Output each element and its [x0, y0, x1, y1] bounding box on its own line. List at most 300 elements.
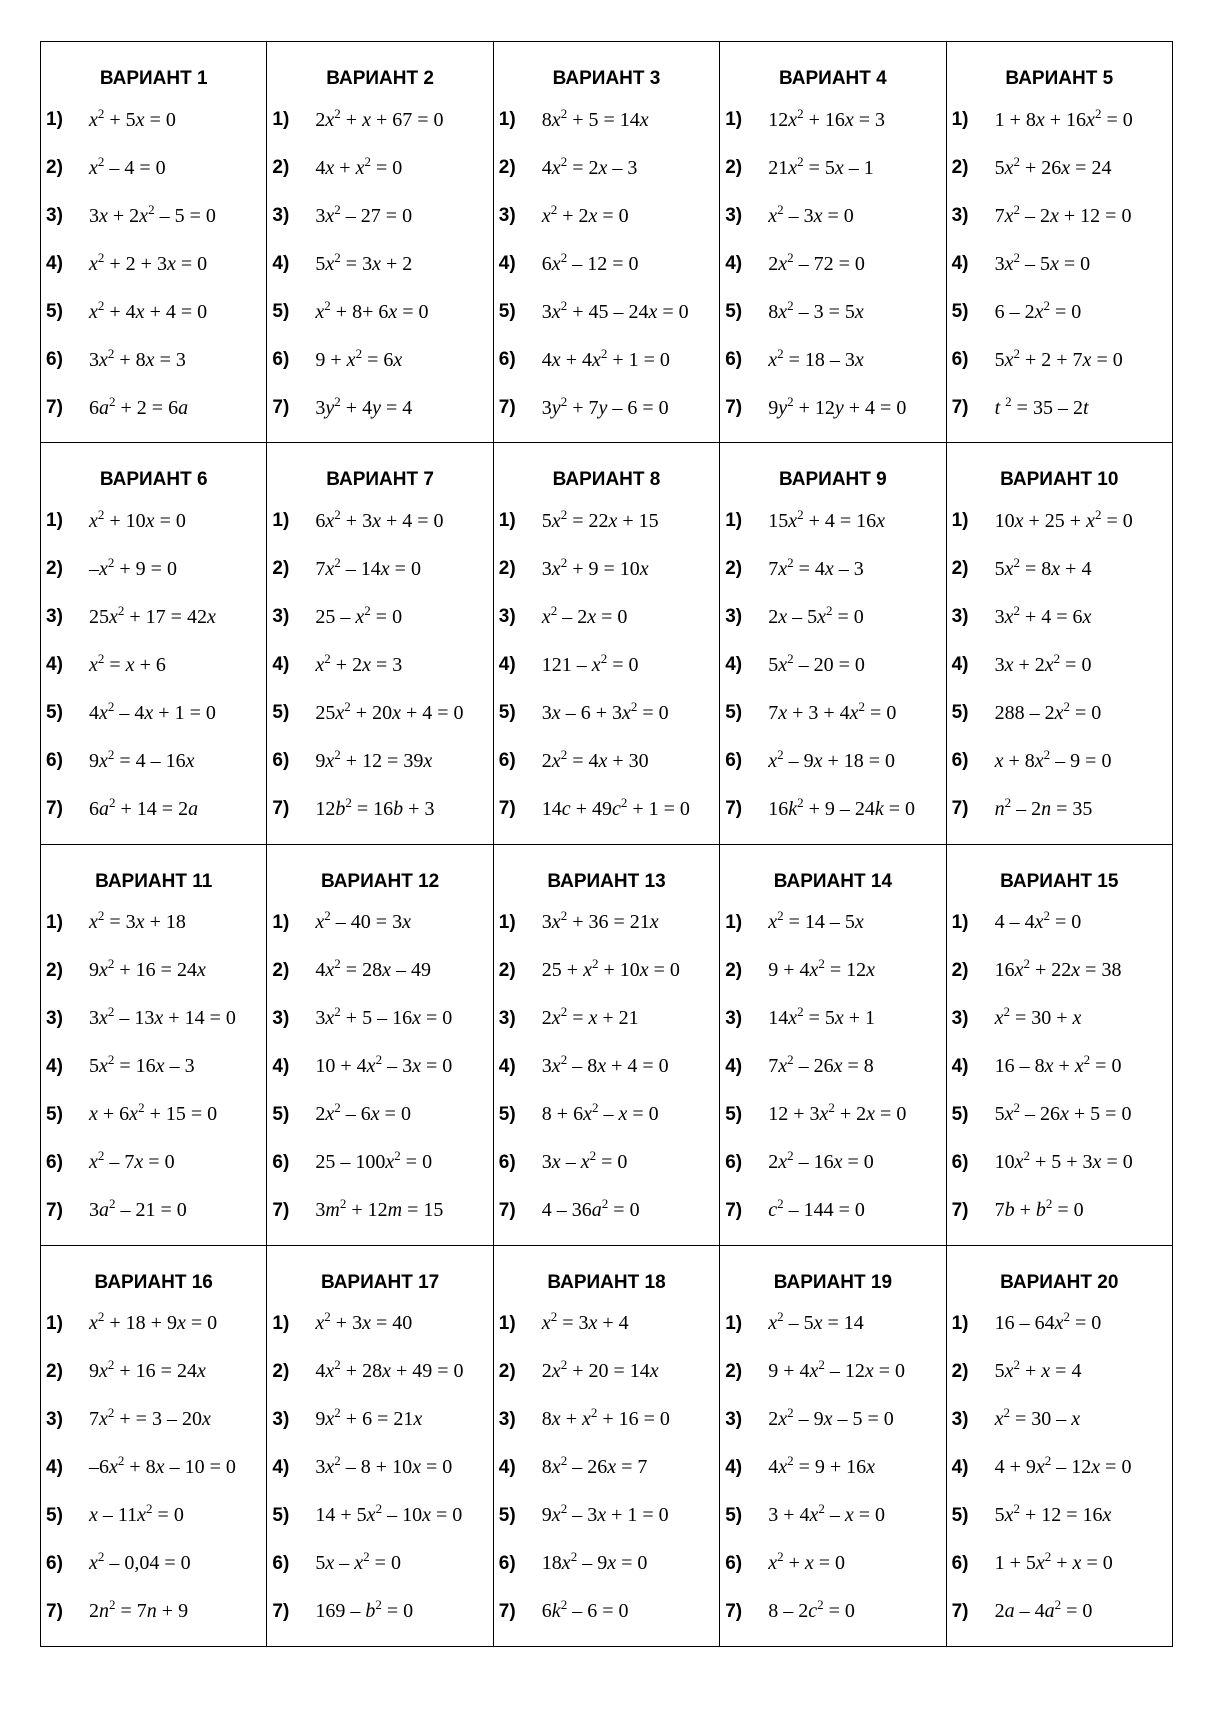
equation-row: [947, 1187, 1172, 1235]
equation-number: 1): [272, 510, 290, 532]
equation-number: 1): [46, 911, 63, 933]
equation: $9x^2 + 16 = 24x$: [89, 1357, 206, 1383]
equation-row: [720, 1492, 945, 1540]
variant-title: ВАРИАНТ 2: [326, 68, 434, 89]
equation-number: 2): [951, 1360, 969, 1382]
equation-number: 5): [272, 1504, 290, 1526]
equation-number: 4): [498, 654, 516, 676]
equation-number: 6): [46, 750, 63, 772]
equation-number: 2): [46, 157, 63, 178]
equation-number: 7): [951, 1199, 969, 1221]
equation-number: 1): [951, 510, 969, 532]
equation: $x^2 - 0,04 = 0$: [89, 1549, 191, 1575]
equation-number: 6): [498, 750, 516, 772]
equation-number: 7): [951, 798, 969, 820]
equation-number: 1): [725, 510, 743, 532]
equation: $-x^2 + 9 = 0$: [89, 554, 177, 580]
equation-row: [494, 785, 719, 833]
equation-number: 6): [272, 1151, 290, 1173]
equation-number: 7): [498, 798, 516, 820]
equation: $3m^2 + 12m = 15$: [315, 1196, 444, 1221]
equation-row: [947, 947, 1172, 995]
equation-number: 2): [951, 558, 969, 580]
equation: $9 + 4x^2 = 12x$: [768, 956, 876, 981]
equation-number: 3): [951, 606, 969, 628]
equation: $2x^2 - 72 = 0$: [768, 249, 865, 275]
equation-number: 4): [951, 1055, 969, 1077]
equation-row: [947, 288, 1172, 336]
equation-row: [267, 995, 492, 1043]
equation-number: 4): [46, 654, 63, 676]
equation: $5x^2 - 26x + 5 = 0$: [994, 1100, 1132, 1125]
equation: $3x^2 + 36 = 21x$: [541, 908, 659, 933]
equation-row: [947, 144, 1172, 192]
equation-number: 4): [725, 253, 743, 274]
equation-row: [267, 593, 492, 641]
equation-number: 3): [498, 1408, 516, 1430]
equation: $x^2 + 2x = 3$: [315, 650, 403, 676]
equation: $5x^2 - 20 = 0$: [768, 650, 865, 676]
equation-row: [267, 144, 492, 192]
equation: $16x^2 + 22x = 38$: [994, 956, 1122, 981]
equation: $288 - 2x^2 = 0$: [994, 698, 1102, 724]
equation-row: [947, 737, 1172, 785]
equation-number: 7): [498, 1199, 516, 1221]
equation-row: [267, 785, 492, 833]
equation-number: 4): [725, 1456, 743, 1478]
variant-title: ВАРИАНТ 4: [779, 68, 887, 89]
equation-number: 6): [951, 1151, 969, 1173]
variant-cell: [267, 845, 493, 1246]
variants-table: [40, 41, 1173, 1647]
equation-number: 6): [272, 750, 290, 772]
equation-number: 2): [46, 558, 63, 580]
equation-number: 7): [951, 1600, 969, 1622]
equation-row: [947, 1588, 1172, 1636]
equation-row: [494, 641, 719, 689]
equation-row: [41, 689, 266, 737]
equation-row: [494, 1396, 719, 1444]
variant-title: ВАРИАНТ 1: [99, 68, 208, 89]
equation-number: 2): [725, 1360, 743, 1382]
equation: $6a^2 + 14 = 2a$: [89, 794, 199, 820]
equation-row: [494, 497, 719, 545]
equation: $5x^2 + 12 = 16x$: [994, 1501, 1112, 1527]
equation: t $^2$ = 35 – 2t: [994, 393, 1089, 419]
equation: $x^2 = 3x + 4$: [541, 1309, 629, 1335]
equation-number: 4): [725, 654, 743, 676]
equation: $21x^2 = 5x - 1$: [768, 153, 874, 179]
equation: $6x^2 - 12 = 0$: [541, 249, 639, 275]
equation: $5x^2 + 26x = 24$: [994, 153, 1112, 179]
equation-number: 5): [46, 702, 63, 724]
equation-row: [720, 1091, 945, 1139]
equation: $x^2 + 8+ 6x = 0$: [315, 297, 429, 323]
equation-row: [494, 1588, 719, 1636]
equation: $25x^2 + 20x + 4 = 0$: [315, 698, 464, 724]
equation: $4x^2 - 4x + 1 = 0$: [89, 698, 216, 724]
equation: $16k^2 + 9 - 24k = 0$: [768, 794, 916, 820]
equation-number: 3): [725, 606, 743, 628]
equation-number: 3): [272, 606, 290, 628]
equation-number: 6): [272, 349, 290, 370]
equation-row: [947, 545, 1172, 593]
equation-row: [720, 288, 945, 336]
equation-number: 4): [46, 1055, 63, 1077]
equation-number: 5): [498, 702, 516, 724]
equation: $x^2 = 14 - 5x$: [768, 908, 864, 933]
equation-row: [947, 336, 1172, 384]
equation-row: [720, 1540, 945, 1588]
equation: $2x^2 - 16x = 0$: [768, 1148, 874, 1173]
variant-cell: [267, 42, 493, 443]
equation-number: 3): [46, 1007, 63, 1029]
equation: $2x^2 = x + 21$: [541, 1004, 639, 1029]
equation-number: 3): [725, 1007, 743, 1029]
equation: $3 + 4x^2 - x = 0$: [768, 1501, 886, 1527]
equation: $16 - 8x + x^2 = 0$: [994, 1052, 1122, 1077]
equation-row: [267, 1139, 492, 1187]
equation-number: 5): [46, 301, 63, 322]
equation-number: 7): [46, 397, 63, 418]
equation-row: [41, 737, 266, 785]
equation-number: 3): [272, 1007, 290, 1029]
equation-number: 2): [951, 959, 969, 981]
equation-row: [41, 1043, 266, 1091]
equation-row: [41, 144, 266, 192]
equation-number: 1): [272, 109, 290, 130]
equation-number: 2): [46, 1360, 63, 1382]
equation-row: [947, 1091, 1172, 1139]
equation: $8 - 2c^2 = 0$: [768, 1597, 855, 1623]
equation-number: 3): [498, 205, 516, 226]
equation-number: 4): [272, 253, 290, 274]
equation: $3x - 6 + 3x^2 = 0$: [541, 698, 669, 724]
equation: $12b^2 = 16b + 3$: [315, 794, 435, 820]
equation: $4 + 9x^2 - 12x = 0$: [994, 1453, 1132, 1479]
equation: $6a^2 + 2 = 6a$: [89, 393, 189, 419]
equation: $x^2 + 10x = 0$: [89, 506, 186, 532]
equation: $3x^2 + 5 - 16x = 0$: [315, 1004, 453, 1029]
variant-title: ВАРИАНТ 7: [326, 469, 434, 491]
equation: $7b + b^2 = 0$: [994, 1196, 1084, 1221]
equation: $5x^2 = 16x - 3$: [89, 1052, 195, 1077]
variant-cell: [41, 1246, 267, 1647]
equation: $18x^2 - 9x = 0$: [541, 1549, 648, 1575]
equation-row: [267, 545, 492, 593]
equation: $9x^2 + 6 = 21x$: [315, 1405, 423, 1431]
equation: $x^2 - 5x = 14$: [768, 1309, 864, 1335]
equation-number: 2): [725, 157, 743, 178]
equation: $6 - 2x^2 = 0$: [994, 297, 1082, 323]
equation-number: 1): [725, 911, 743, 933]
equation-number: 3): [46, 606, 63, 628]
equation-row: [41, 192, 266, 240]
equation: $5x^2 = 8x + 4$: [994, 554, 1092, 580]
equation-number: 7): [46, 798, 63, 820]
equation: $x^2 - 4 = 0$: [89, 153, 166, 179]
variant-title: ВАРИАНТ 15: [1000, 870, 1119, 892]
equation-row: [720, 384, 945, 432]
equation-row: [494, 1348, 719, 1396]
equation-number: 5): [46, 1504, 63, 1526]
equation: $2a - 4a^2 = 0$: [994, 1597, 1093, 1623]
equation-number: 1): [498, 109, 516, 130]
equation: $x^2 + 4x + 4 = 0$: [89, 297, 208, 323]
equation: $4 - 4x^2 = 0$: [994, 908, 1082, 933]
equation-row: [720, 1588, 945, 1636]
equation-row: [41, 1348, 266, 1396]
equation-row: [494, 947, 719, 995]
equation-row: [41, 593, 266, 641]
equation: $3y^2 + 4y = 4$: [315, 393, 413, 419]
equation: $169 - b^2 = 0$: [315, 1597, 414, 1623]
variant-title: ВАРИАНТ 14: [773, 870, 893, 892]
equation-row: [41, 1540, 266, 1588]
variant-title: ВАРИАНТ 8: [552, 469, 661, 491]
equation: $4x^2 + 28x + 49 = 0$: [315, 1357, 464, 1383]
equation-row: [41, 1492, 266, 1540]
equation-row: [494, 336, 719, 384]
equation-number: 5): [725, 702, 743, 724]
equation: $3x^2 - 8 + 10x = 0$: [315, 1453, 453, 1479]
equation-row: [267, 96, 492, 144]
equation: $x^2 + 3x = 40$: [315, 1309, 413, 1335]
equation-row: [41, 288, 266, 336]
equation: $3x - x^2 = 0$: [541, 1148, 628, 1173]
equation-row: [947, 689, 1172, 737]
variant-title: ВАРИАНТ 18: [547, 1271, 666, 1293]
equation: $5x^2 = 22x + 15$: [541, 506, 659, 532]
equation: $3x^2 - 5x = 0$: [994, 249, 1091, 275]
equation-number: 4): [951, 1456, 969, 1478]
variant-title: ВАРИАНТ 17: [320, 1271, 440, 1293]
equation: $3x^2 + 8x = 3$: [89, 345, 186, 371]
variant-title: ВАРИАНТ 10: [1000, 469, 1119, 491]
equation-number: 5): [725, 301, 743, 322]
equation: $x^2 + 18 + 9x = 0$: [89, 1309, 218, 1335]
equation-number: 1): [725, 1312, 743, 1334]
equation-number: 4): [272, 1055, 290, 1077]
equation-row: [720, 240, 945, 288]
equation-row: [720, 1444, 945, 1492]
equation: $10 + 4x^2 - 3x = 0$: [315, 1052, 453, 1077]
equation-number: 6): [725, 1552, 743, 1574]
equation-row: [720, 1139, 945, 1187]
equation: $7x^2$ + = 3 – 20x: [89, 1405, 211, 1431]
equation-number: 6): [46, 1552, 63, 1574]
variant-cell: [947, 1246, 1173, 1647]
equation-number: 5): [272, 301, 290, 322]
equation-number: 1): [725, 109, 743, 130]
equation: $7x^2 = 4x - 3$: [768, 554, 864, 580]
equation-number: 5): [272, 702, 290, 724]
equation: $x + 6x^2 + 15 = 0$: [89, 1100, 218, 1125]
equation-row: [267, 737, 492, 785]
equation-row: [494, 899, 719, 947]
equation-number: 7): [725, 1199, 743, 1221]
equation-row: [947, 1492, 1172, 1540]
equation: $3x + 2x^2 = 0$: [994, 650, 1092, 676]
equation: $15x^2 + 4 = 16x$: [768, 506, 886, 532]
equation: $x^2 = 3x + 18$: [89, 908, 186, 933]
equation-number: 2): [272, 959, 290, 981]
equation: $121 - x^2 = 0$: [541, 650, 639, 676]
equation: $2x - 5x^2 = 0$: [768, 602, 864, 628]
variant-title: ВАРИАНТ 12: [320, 870, 440, 892]
equation: $3a^2 - 21 = 0$: [89, 1196, 187, 1221]
equation-row: [720, 689, 945, 737]
equation-row: [494, 737, 719, 785]
variant-cell: [720, 1246, 946, 1647]
equation-row: [494, 1300, 719, 1348]
equation: $x^2 - 2x = 0$: [541, 602, 628, 628]
equation-row: [720, 336, 945, 384]
equation-row: [947, 995, 1172, 1043]
equation-row: [494, 1444, 719, 1492]
equation-row: [720, 899, 945, 947]
equation-number: 5): [725, 1504, 743, 1526]
equation-number: 5): [498, 1504, 516, 1526]
equation: $2x^2 + 20 = 14x$: [541, 1357, 659, 1383]
equation-row: [41, 899, 266, 947]
equation-number: 2): [46, 959, 63, 981]
variant-cell: [494, 845, 720, 1246]
variant-cell: [947, 443, 1173, 844]
equation-number: 4): [272, 654, 290, 676]
equation-number: 4): [951, 654, 969, 676]
equation-number: 1): [951, 1312, 969, 1334]
equation-number: 7): [725, 397, 743, 418]
equation-row: [494, 192, 719, 240]
equation-row: [494, 1187, 719, 1235]
equation-number: 3): [951, 1408, 969, 1430]
variant-cell: [41, 845, 267, 1246]
equation-row: [41, 1139, 266, 1187]
equation-row: [494, 240, 719, 288]
equation: $4x + 4x^2 + 1 = 0$: [541, 345, 670, 371]
equation: $8x^2 - 26x = 7$: [541, 1453, 648, 1479]
equation-row: [947, 1043, 1172, 1091]
equation-number: 4): [498, 1055, 516, 1077]
equation-number: 2): [272, 157, 290, 178]
equation: $8x + x^2 + 16 = 0$: [541, 1405, 670, 1431]
variant-cell: [494, 42, 720, 443]
equation: $-6x^2 + 8x - 10 = 0$: [89, 1453, 236, 1479]
equation-number: 5): [951, 1504, 969, 1526]
equation-number: 7): [272, 1199, 290, 1221]
equation-row: [947, 785, 1172, 833]
equation-number: 4): [46, 253, 63, 274]
equation-number: 1): [498, 911, 516, 933]
equation-row: [947, 1396, 1172, 1444]
equation: $2x^2 - 9x - 5 = 0$: [768, 1405, 894, 1431]
equation: $2x^2 + x + 67 = 0$: [315, 105, 444, 131]
equation-number: 6): [725, 349, 743, 370]
equation-row: [947, 1540, 1172, 1588]
equation-number: 7): [498, 1600, 516, 1622]
equation: $n^2 - 2n = 35$: [994, 794, 1093, 820]
equation-number: 1): [46, 109, 63, 130]
equation-number: 3): [46, 205, 63, 226]
variant-title: ВАРИАНТ 5: [1005, 68, 1114, 89]
equation: $14c + 49c^2 + 1 = 0$: [541, 794, 690, 820]
equation-number: 4): [951, 253, 969, 274]
equation: $8x^2 + 5 = 14x$: [541, 105, 649, 131]
equation-number: 3): [725, 205, 743, 226]
equation-number: 6): [951, 1552, 969, 1574]
equation-number: 1): [272, 911, 290, 933]
equation: $x^2 = 30 + x$: [994, 1004, 1082, 1029]
equation: $14x^2 = 5x + 1$: [768, 1004, 876, 1029]
equation-row: [947, 1348, 1172, 1396]
equation: $x^2 + x = 0$: [768, 1549, 846, 1575]
equation-row: [720, 96, 945, 144]
equation-number: 6): [498, 1552, 516, 1574]
equation: $6x^2 + 3x + 4 = 0$: [315, 506, 444, 532]
equation-row: [720, 1043, 945, 1091]
equation: $4x^2 = 9 + 16x$: [768, 1453, 876, 1479]
equation: $4x + x^2 = 0$: [315, 153, 403, 179]
equation-number: 7): [272, 798, 290, 820]
equation: $3x^2 + 45 - 24x = 0$: [541, 297, 689, 323]
equation-number: 5): [951, 702, 969, 724]
equation: $12 + 3x^2 + 2x = 0$: [768, 1100, 907, 1125]
equation-number: 4): [498, 1456, 516, 1478]
equation-row: [720, 144, 945, 192]
equation-row: [267, 1444, 492, 1492]
variant-title: ВАРИАНТ 19: [773, 1271, 893, 1293]
equation: $9x^2 - 3x + 1 = 0$: [541, 1501, 669, 1527]
equation: $9x^2 + 16 = 24x$: [89, 956, 206, 981]
equation-number: 5): [725, 1103, 743, 1125]
equation: $8x^2 - 3 = 5x$: [768, 297, 864, 323]
equation-row: [41, 240, 266, 288]
variant-cell: [720, 443, 946, 844]
equation-number: 2): [498, 1360, 516, 1382]
equation: $3x^2 - 13x + 14 = 0$: [89, 1004, 236, 1029]
variant-title: ВАРИАНТ 13: [547, 870, 666, 892]
equation-number: 4): [272, 1456, 290, 1478]
equation-number: 6): [951, 349, 969, 370]
equation-row: [947, 497, 1172, 545]
equation: $c^2 - 144 = 0$: [768, 1196, 865, 1221]
equation-row: [267, 1348, 492, 1396]
equation-number: 6): [498, 1151, 516, 1173]
variant-title: ВАРИАНТ 16: [94, 1271, 213, 1293]
equation-number: 6): [46, 349, 63, 370]
equation: $2n^2 = 7n + 9$: [89, 1597, 189, 1623]
equation-row: [494, 1043, 719, 1091]
equation-row: [494, 384, 719, 432]
equation-number: 3): [498, 606, 516, 628]
equation-row: [267, 1043, 492, 1091]
equation-number: 7): [46, 1199, 63, 1221]
equation-number: 3): [951, 1007, 969, 1029]
variant-cell: [720, 42, 946, 443]
equation: $3x^2 - 27 = 0$: [315, 201, 413, 227]
equation-row: [947, 1444, 1172, 1492]
equation-row: [41, 947, 266, 995]
equation-number: 2): [272, 1360, 290, 1382]
equation-row: [267, 641, 492, 689]
equation: $12x^2 + 16x = 3$: [768, 105, 886, 131]
equation-number: 6): [46, 1151, 63, 1173]
variant-title: ВАРИАНТ 6: [99, 469, 208, 491]
equation: $4 - 36a^2 = 0$: [541, 1196, 640, 1221]
equation: $6k^2 - 6 = 0$: [541, 1597, 629, 1623]
equation: $9 + 4x^2 - 12x = 0$: [768, 1357, 906, 1383]
